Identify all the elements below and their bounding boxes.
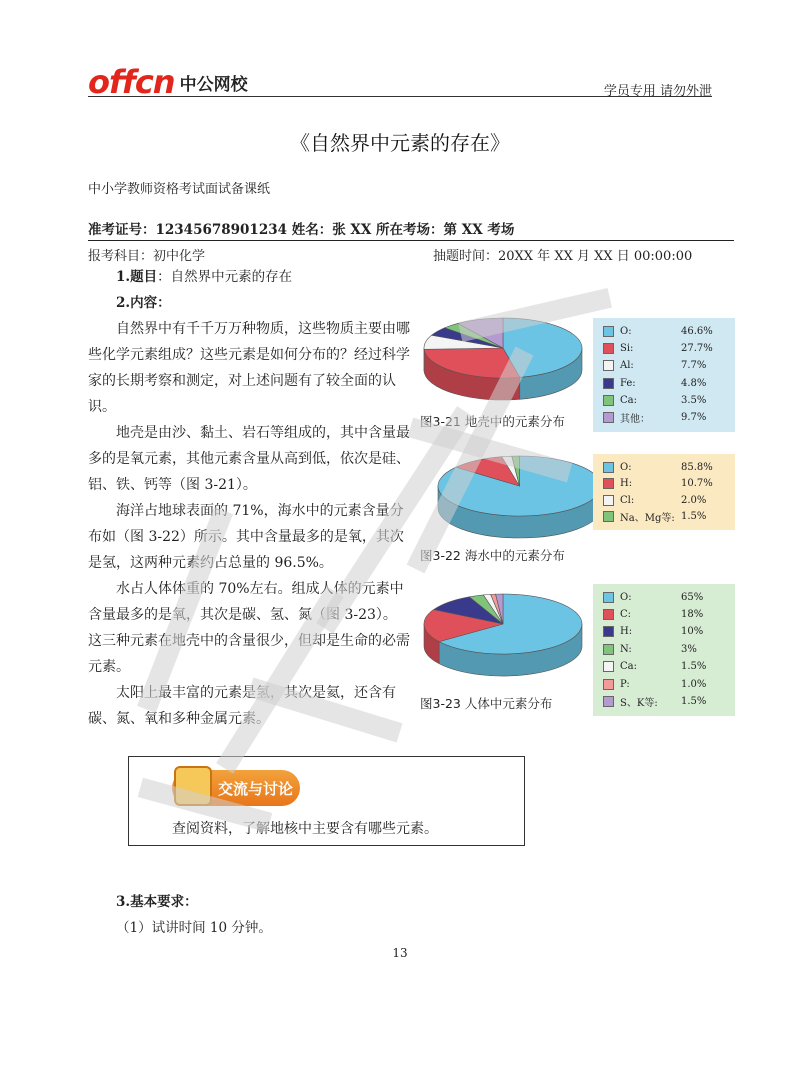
figure-3-22 (418, 450, 718, 570)
legend-label: Si: (620, 342, 634, 354)
legend-swatch (603, 478, 614, 489)
topic-line (88, 264, 410, 290)
content-text (88, 264, 410, 732)
paragraph: 自然界中有千千万万种物质，这些物质主要由哪些化学元素组成？这些元素是如何分布的？经过科学家的长期考察和测定，对上述问题有了较全面的认识。 (88, 321, 410, 415)
paragraph: 海洋占地球表面的 71%，海水中的元素含量分布如（图 3-22）所示。其中含量最多的是氧，其次是氢，这两种元素约占总量的 96.5%。 (88, 503, 404, 571)
legend-value: 1.5% (681, 661, 707, 673)
legend-label: Fe: (620, 377, 636, 389)
legend-item (603, 341, 713, 355)
logo-name: 中公网校 (179, 75, 248, 95)
candidate-info: 准考证号：12345678901234 姓名：张 XX 所在考场：第 XX 考场 (88, 222, 515, 238)
legend-item (603, 660, 707, 674)
page-title: 《自然界中元素的存在》 (290, 131, 510, 155)
discussion-text: 查阅资料，了解地核中主要含有哪些元素。 (172, 821, 438, 837)
legend-label: O: (620, 325, 632, 337)
discussion-badge-label: 交流与讨论 (218, 780, 294, 798)
page-number: 13 (392, 946, 408, 960)
legend-swatch (603, 360, 614, 371)
legend-swatch (603, 395, 614, 406)
header-divider (88, 96, 712, 97)
legend-item (603, 695, 707, 710)
figure-3-23 (418, 584, 718, 716)
legend-value: 27.7% (681, 342, 713, 354)
legend-label: Cl: (620, 494, 635, 506)
legend-swatch (603, 592, 614, 603)
draw-time: 抽题时间：20XX 年 XX 月 XX 日 00:00:00 (433, 249, 693, 264)
legend-swatch (603, 511, 614, 522)
header-notice: 学员专用 请勿外泄 (603, 84, 712, 99)
content-heading: 2.内容： (116, 295, 171, 311)
legend-value: 18% (681, 608, 704, 620)
legend-label: Ca: (620, 394, 637, 406)
legend-swatch (603, 462, 614, 473)
legend-item (603, 510, 707, 524)
legend-swatch (603, 343, 614, 354)
legend-label: O: (620, 461, 632, 473)
requirement-item: （1）试讲时间 10 分钟。 (116, 920, 272, 936)
legend-item (603, 677, 707, 691)
clipboard-icon (174, 766, 212, 806)
legend-swatch (603, 661, 614, 672)
legend-label: Na、Mg等: (620, 513, 675, 524)
exam-subject: 报考科目：初中化学 (88, 249, 206, 264)
legend-value: 85.8% (681, 461, 713, 473)
chart-human-body (418, 588, 588, 688)
legend-item (603, 411, 707, 426)
brand-logo (88, 62, 248, 101)
requirements-heading: 3.基本要求： (116, 894, 198, 910)
legend-item (603, 590, 704, 604)
info-divider (88, 240, 734, 241)
page-subtitle: 中小学教师资格考试面试备课纸 (88, 182, 271, 197)
legend-value: 9.7% (681, 412, 707, 424)
legend-human-body (593, 584, 735, 716)
legend-item (603, 642, 697, 656)
legend-label: H: (620, 478, 633, 489)
legend-swatch (603, 626, 614, 637)
legend-label: P: (620, 678, 630, 690)
legend-item (603, 607, 704, 621)
logo-brand: offcn (88, 63, 175, 101)
legend-swatch (603, 609, 614, 620)
figure-caption: 图3-23 人体中元素分布 (420, 696, 553, 711)
legend-value: 7.7% (681, 360, 707, 372)
paragraph: 水占人体体重的 70%左右。组成人体的元素中含量最多的是氧，其次是碳、氢、氮（图 3-23）。这三种元素在地壳中的含量很少，但却是生命的必需元素。 (88, 581, 410, 675)
topic-label: 1.题目 (116, 269, 158, 285)
legend-swatch (603, 412, 614, 423)
legend-value: 4.8% (681, 377, 707, 389)
legend-value: 3% (681, 643, 697, 655)
chart-crust (418, 312, 588, 412)
legend-seawater (593, 454, 735, 530)
legend-value: 10.7% (681, 478, 713, 489)
legend-item (603, 324, 713, 338)
figure-3-21 (418, 312, 718, 432)
legend-value: 2.0% (681, 494, 707, 506)
legend-value: 46.6% (681, 325, 713, 337)
legend-item (603, 359, 707, 373)
legend-value: 1.5% (681, 696, 707, 708)
legend-label: N: (620, 643, 632, 655)
legend-item (603, 493, 707, 507)
legend-value: 1.5% (681, 511, 707, 522)
legend-item (603, 376, 707, 390)
legend-label: S、K等: (620, 698, 658, 710)
legend-item (603, 393, 707, 407)
legend-item (603, 460, 713, 474)
figure-caption: 图3-21 地壳中的元素分布 (420, 414, 565, 429)
legend-value: 3.5% (681, 394, 707, 406)
legend-label: C: (620, 608, 632, 620)
legend-label: Al: (620, 360, 634, 372)
legend-crust (593, 318, 735, 432)
legend-value: 10% (681, 626, 704, 638)
legend-label: Ca: (620, 661, 637, 673)
figure-caption: 图3-22 海水中的元素分布 (420, 548, 565, 563)
paragraph: 太阳上最丰富的元素是氢，其次是氦，还含有碳、氮、氧和多种金属元素。 (88, 685, 396, 727)
legend-value: 65% (681, 591, 704, 603)
legend-label: O: (620, 591, 632, 603)
legend-label: H: (620, 626, 633, 638)
legend-swatch (603, 495, 614, 506)
paragraph: 地壳是由沙、黏土、岩石等组成的，其中含量最多的是氧元素，其他元素含量从高到低，依次是硅、铝、铁、钙等（图 3-21）。 (88, 425, 410, 493)
legend-swatch (603, 326, 614, 337)
legend-swatch (603, 696, 614, 707)
chart-seawater (432, 450, 607, 550)
legend-swatch (603, 679, 614, 690)
legend-swatch (603, 644, 614, 655)
legend-item (603, 625, 704, 639)
legend-item (603, 477, 713, 491)
topic-text: ：自然界中元素的存在 (157, 269, 293, 285)
legend-label: 其他： (620, 414, 650, 426)
legend-value: 1.0% (681, 678, 707, 690)
legend-swatch (603, 378, 614, 389)
